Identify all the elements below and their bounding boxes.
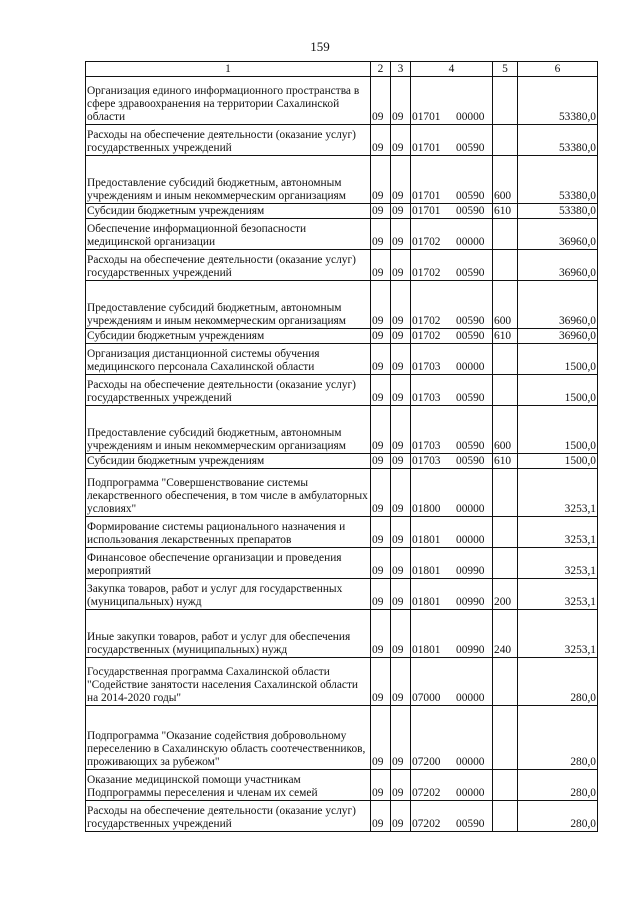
target-article-cell xyxy=(411,658,493,706)
row-name-cell: Подпрограмма "Оказание содействия добровольному переселению в Сахалинскую область соотечественников, проживающих за рубежом" xyxy=(86,706,371,770)
expense-type-cell xyxy=(493,375,518,406)
target-article-cell xyxy=(411,250,493,281)
table-row xyxy=(86,375,598,406)
section-code-cell: 09 xyxy=(371,770,391,801)
direction-code: 00000 xyxy=(456,111,485,123)
expense-type-cell: 200 xyxy=(493,579,518,610)
program-code: 01701 xyxy=(412,205,441,217)
direction-code: 00990 xyxy=(456,644,485,656)
table-row xyxy=(86,125,598,156)
section-code-cell: 09 xyxy=(371,125,391,156)
direction-code: 00000 xyxy=(456,503,485,515)
direction-code: 00000 xyxy=(456,361,485,373)
table-row xyxy=(86,281,598,329)
direction-code: 00000 xyxy=(456,692,485,704)
program-code: 01703 xyxy=(412,455,441,467)
target-article-cell xyxy=(411,219,493,250)
target-article-cell xyxy=(411,156,493,204)
direction-code: 00000 xyxy=(456,236,485,248)
direction-code: 00590 xyxy=(456,142,485,154)
row-name-cell: Государственная программа Сахалинской области "Содействие занятости населения Сахалинской области на 2014-2020 годы" xyxy=(86,658,371,706)
subsection-code-cell: 09 xyxy=(391,610,411,658)
program-code: 07202 xyxy=(412,787,441,799)
row-name-cell: Расходы на обеспечение деятельности (оказание услуг) государственных учреждений xyxy=(86,250,371,281)
program-code: 01702 xyxy=(412,267,441,279)
row-name-cell: Субсидии бюджетным учреждениям xyxy=(86,329,371,344)
row-name-cell: Организация единого информационного пространства в сфере здравоохранения на территории Сахалинской области xyxy=(86,77,371,125)
subsection-code-cell: 09 xyxy=(391,250,411,281)
target-article-cell xyxy=(411,125,493,156)
section-code-cell: 09 xyxy=(371,204,391,219)
direction-code: 00000 xyxy=(456,534,485,546)
row-name-cell: Обеспечение информационной безопасности медицинской организации xyxy=(86,219,371,250)
target-article-cell xyxy=(411,801,493,832)
row-name-cell: Финансовое обеспечение организации и проведения мероприятий xyxy=(86,548,371,579)
section-code-cell: 09 xyxy=(371,281,391,329)
amount-cell: 53380,0 xyxy=(518,156,598,204)
amount-cell: 36960,0 xyxy=(518,281,598,329)
table-row xyxy=(86,770,598,801)
target-article-cell xyxy=(411,469,493,517)
row-name-cell: Субсидии бюджетным учреждениям xyxy=(86,204,371,219)
subsection-code-cell: 09 xyxy=(391,801,411,832)
table-row xyxy=(86,204,598,219)
direction-code: 00590 xyxy=(456,315,485,327)
section-code-cell: 09 xyxy=(371,469,391,517)
program-code: 01703 xyxy=(412,392,441,404)
expense-type-cell: 600 xyxy=(493,281,518,329)
header-col-1: 1 xyxy=(86,62,371,77)
expense-type-cell: 610 xyxy=(493,329,518,344)
section-code-cell: 09 xyxy=(371,579,391,610)
table-row xyxy=(86,156,598,204)
program-code: 07200 xyxy=(412,756,441,768)
subsection-code-cell: 09 xyxy=(391,517,411,548)
program-code: 07202 xyxy=(412,818,441,830)
section-code-cell: 09 xyxy=(371,250,391,281)
amount-cell: 3253,1 xyxy=(518,469,598,517)
header-col-6: 6 xyxy=(518,62,598,77)
table-row xyxy=(86,706,598,770)
expense-type-cell xyxy=(493,658,518,706)
table-row xyxy=(86,610,598,658)
amount-cell: 36960,0 xyxy=(518,250,598,281)
table-row xyxy=(86,579,598,610)
target-article-cell xyxy=(411,329,493,344)
expense-type-cell xyxy=(493,250,518,281)
row-name-cell: Предоставление субсидий бюджетным, автономным учреждениям и иным некоммерческим организациям xyxy=(86,156,371,204)
row-name-cell: Расходы на обеспечение деятельности (оказание услуг) государственных учреждений xyxy=(86,801,371,832)
direction-code: 00590 xyxy=(456,818,485,830)
section-code-cell: 09 xyxy=(371,406,391,454)
direction-code: 00590 xyxy=(456,455,485,467)
row-name-cell: Формирование системы рационального назначения и использования лекарственных препаратов xyxy=(86,517,371,548)
table-row xyxy=(86,219,598,250)
target-article-cell xyxy=(411,344,493,375)
section-code-cell: 09 xyxy=(371,610,391,658)
subsection-code-cell: 09 xyxy=(391,125,411,156)
target-article-cell xyxy=(411,610,493,658)
amount-cell: 1500,0 xyxy=(518,344,598,375)
expense-type-cell xyxy=(493,706,518,770)
amount-cell: 3253,1 xyxy=(518,579,598,610)
target-article-cell xyxy=(411,77,493,125)
subsection-code-cell: 09 xyxy=(391,406,411,454)
program-code: 01801 xyxy=(412,644,441,656)
amount-cell: 280,0 xyxy=(518,658,598,706)
header-col-5: 5 xyxy=(493,62,518,77)
section-code-cell: 09 xyxy=(371,548,391,579)
program-code: 01801 xyxy=(412,534,441,546)
amount-cell: 1500,0 xyxy=(518,406,598,454)
section-code-cell: 09 xyxy=(371,517,391,548)
target-article-cell xyxy=(411,281,493,329)
subsection-code-cell: 09 xyxy=(391,658,411,706)
expense-type-cell: 610 xyxy=(493,454,518,469)
subsection-code-cell: 09 xyxy=(391,469,411,517)
amount-cell: 36960,0 xyxy=(518,219,598,250)
target-article-cell xyxy=(411,454,493,469)
subsection-code-cell: 09 xyxy=(391,204,411,219)
expense-type-cell xyxy=(493,801,518,832)
row-name-cell: Предоставление субсидий бюджетным, автономным учреждениям и иным некоммерческим организациям xyxy=(86,281,371,329)
target-article-cell xyxy=(411,204,493,219)
program-code: 01801 xyxy=(412,596,441,608)
row-name-cell: Иные закупки товаров, работ и услуг для обеспечения государственных (муниципальных) нужд xyxy=(86,610,371,658)
header-col-4: 4 xyxy=(411,62,493,77)
expense-type-cell xyxy=(493,517,518,548)
section-code-cell: 09 xyxy=(371,801,391,832)
subsection-code-cell: 09 xyxy=(391,77,411,125)
amount-cell: 3253,1 xyxy=(518,548,598,579)
direction-code: 00590 xyxy=(456,267,485,279)
program-code: 01701 xyxy=(412,142,441,154)
row-name-cell: Оказание медицинской помощи участникам Подпрограммы переселения и членам их семей xyxy=(86,770,371,801)
subsection-code-cell: 09 xyxy=(391,375,411,406)
row-name-cell: Организация дистанционной системы обучения медицинского персонала Сахалинской области xyxy=(86,344,371,375)
table-row xyxy=(86,344,598,375)
target-article-cell xyxy=(411,375,493,406)
section-code-cell: 09 xyxy=(371,454,391,469)
amount-cell: 1500,0 xyxy=(518,375,598,406)
table-row xyxy=(86,77,598,125)
direction-code: 00000 xyxy=(456,787,485,799)
target-article-cell xyxy=(411,548,493,579)
expense-type-cell: 610 xyxy=(493,204,518,219)
direction-code: 00590 xyxy=(456,330,485,342)
direction-code: 00590 xyxy=(456,392,485,404)
header-row xyxy=(86,62,598,77)
expense-type-cell: 600 xyxy=(493,156,518,204)
row-name-cell: Расходы на обеспечение деятельности (оказание услуг) государственных учреждений xyxy=(86,375,371,406)
section-code-cell: 09 xyxy=(371,156,391,204)
row-name-cell: Подпрограмма "Совершенствование системы лекарственного обеспечения, в том числе в амбулаторных условиях" xyxy=(86,469,371,517)
section-code-cell: 09 xyxy=(371,77,391,125)
expense-type-cell xyxy=(493,125,518,156)
amount-cell: 3253,1 xyxy=(518,610,598,658)
program-code: 01702 xyxy=(412,315,441,327)
section-code-cell: 09 xyxy=(371,375,391,406)
direction-code: 00590 xyxy=(456,205,485,217)
header-col-2: 2 xyxy=(371,62,391,77)
amount-cell: 53380,0 xyxy=(518,204,598,219)
subsection-code-cell: 09 xyxy=(391,329,411,344)
subsection-code-cell: 09 xyxy=(391,454,411,469)
subsection-code-cell: 09 xyxy=(391,548,411,579)
table-row xyxy=(86,548,598,579)
target-article-cell xyxy=(411,770,493,801)
section-code-cell: 09 xyxy=(371,658,391,706)
table-row xyxy=(86,801,598,832)
expense-type-cell xyxy=(493,219,518,250)
amount-cell: 280,0 xyxy=(518,770,598,801)
target-article-cell xyxy=(411,406,493,454)
subsection-code-cell: 09 xyxy=(391,281,411,329)
table-row xyxy=(86,658,598,706)
target-article-cell xyxy=(411,579,493,610)
row-name-cell: Закупка товаров, работ и услуг для государственных (муниципальных) нужд xyxy=(86,579,371,610)
expense-type-cell xyxy=(493,770,518,801)
amount-cell: 280,0 xyxy=(518,801,598,832)
program-code: 01800 xyxy=(412,503,441,515)
row-name-cell: Субсидии бюджетным учреждениям xyxy=(86,454,371,469)
header-col-3: 3 xyxy=(391,62,411,77)
expense-type-cell: 240 xyxy=(493,610,518,658)
direction-code: 00990 xyxy=(456,565,485,577)
program-code: 01701 xyxy=(412,111,441,123)
subsection-code-cell: 09 xyxy=(391,706,411,770)
subsection-code-cell: 09 xyxy=(391,579,411,610)
expense-type-cell xyxy=(493,469,518,517)
expense-type-cell xyxy=(493,548,518,579)
expense-type-cell: 600 xyxy=(493,406,518,454)
expense-type-cell xyxy=(493,77,518,125)
table-row xyxy=(86,469,598,517)
section-code-cell: 09 xyxy=(371,219,391,250)
direction-code: 00590 xyxy=(456,440,485,452)
direction-code: 00990 xyxy=(456,596,485,608)
program-code: 01703 xyxy=(412,440,441,452)
amount-cell: 3253,1 xyxy=(518,517,598,548)
subsection-code-cell: 09 xyxy=(391,156,411,204)
budget-table xyxy=(85,61,598,832)
subsection-code-cell: 09 xyxy=(391,344,411,375)
table-row xyxy=(86,517,598,548)
program-code: 01702 xyxy=(412,330,441,342)
section-code-cell: 09 xyxy=(371,329,391,344)
amount-cell: 1500,0 xyxy=(518,454,598,469)
direction-code: 00000 xyxy=(456,756,485,768)
table-row xyxy=(86,454,598,469)
page-number: 159 xyxy=(310,39,330,54)
direction-code: 00590 xyxy=(456,190,485,202)
program-code: 01702 xyxy=(412,236,441,248)
subsection-code-cell: 09 xyxy=(391,770,411,801)
amount-cell: 280,0 xyxy=(518,706,598,770)
program-code: 01703 xyxy=(412,361,441,373)
expense-type-cell xyxy=(493,344,518,375)
target-article-cell xyxy=(411,517,493,548)
amount-cell: 53380,0 xyxy=(518,125,598,156)
section-code-cell: 09 xyxy=(371,344,391,375)
target-article-cell xyxy=(411,706,493,770)
amount-cell: 53380,0 xyxy=(518,77,598,125)
table-row xyxy=(86,250,598,281)
row-name-cell: Предоставление субсидий бюджетным, автономным учреждениям и иным некоммерческим организациям xyxy=(86,406,371,454)
program-code: 01701 xyxy=(412,190,441,202)
table-row xyxy=(86,329,598,344)
table-row xyxy=(86,406,598,454)
row-name-cell: Расходы на обеспечение деятельности (оказание услуг) государственных учреждений xyxy=(86,125,371,156)
section-code-cell: 09 xyxy=(371,706,391,770)
amount-cell: 36960,0 xyxy=(518,329,598,344)
subsection-code-cell: 09 xyxy=(391,219,411,250)
program-code: 01801 xyxy=(412,565,441,577)
program-code: 07000 xyxy=(412,692,441,704)
